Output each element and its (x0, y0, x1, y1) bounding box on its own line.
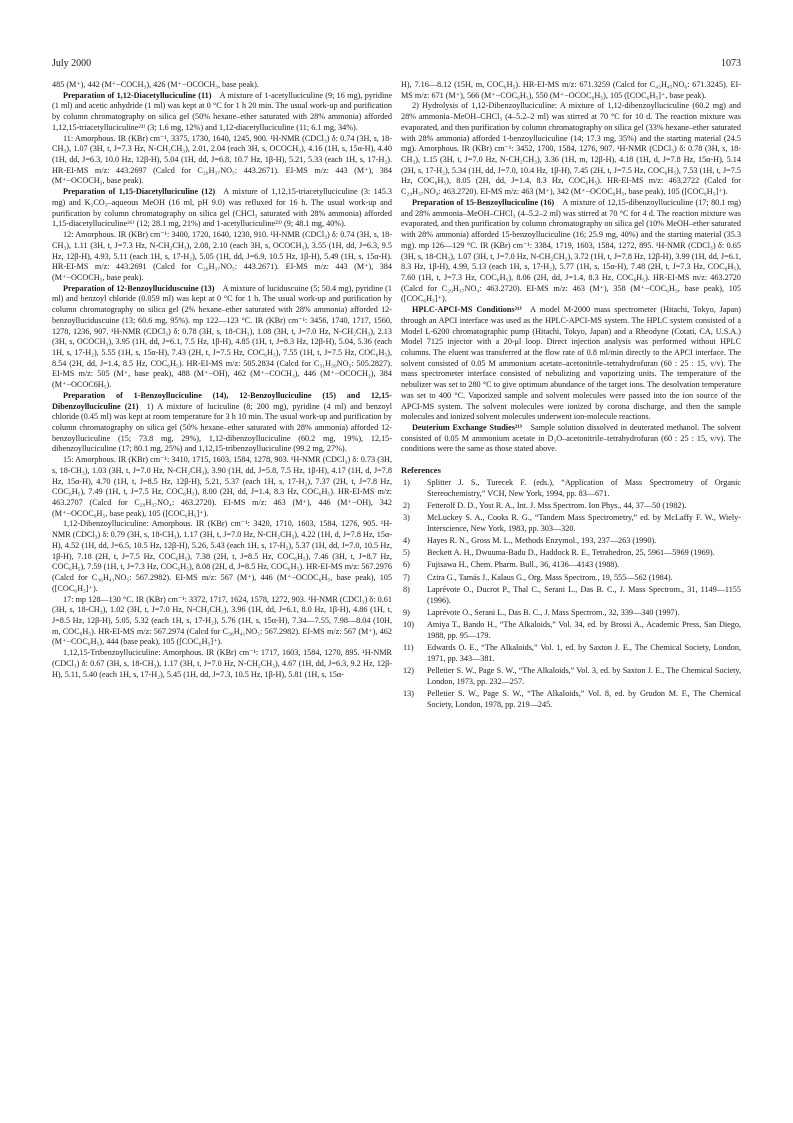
references-heading: References (401, 465, 441, 476)
reference-number: 13) (403, 688, 414, 698)
reference-number: 11) (403, 642, 414, 652)
paragraph (401, 198, 741, 305)
paragraph-text: 2) Hydrolysis of 1,12-Dibenzoylluciculine: A mixture of 1,12-dibenzoylluciculine (60.2 mg) and 28% ammonia–MeOH–CHCl₃ (4–5.2–2 ml) was stirred at 70 °C for 10 d. The reaction mixture was evaporated, and then purification by column chromatography on silica gel (33% hexane–ether saturated with 28% ammonia) afforded 1-benzoylluciculine (14; 17.3 mg, 35%) and the starting material (24.5 mg). Amorphous. IR (KBr) cm⁻¹: 3452, 1700, 1584, 1276, 907. ¹H-NMR (CDCl₃) δ: 0.78 (3H, s, 18-CH₃), 1.15 (3H, t, J=7.0 Hz, N-CH₂CH₃), 3.36 (1H, m, 12β-H), 4.18 (1H, d, J=7.8 Hz, 15α-H), 5.14 (2H, s, 17-H₂), 5.34 (1H, dd, J=7.0, 10.4 Hz, 1β-H), 7.45 (2H, t, J=7.5 Hz, COC₆H₅), 7.53 (1H, t, J=7.5 Hz, COC₆H₅), 8.05 (2H, dd, J=1.4, 8.3 Hz, COC₆H₅). HR-EI-MS m/z: 463.2722 (Calcd for C₂₉H₃₇NO₄: 463.2720). EI-MS m/z: 463 (M⁺), 342 (M⁺−OCOC₆H₅, base peak), 105 ([COC₆H₅]⁺). (401, 101, 741, 197)
paragraph (401, 423, 741, 455)
paragraph (401, 80, 741, 101)
section-heading: Preparation of 1,12-Diacetylluciculine (11) (63, 90, 212, 100)
paragraph-text: 1,12-Dibenzoylluciculine: Amorphous. IR (KBr) cm⁻¹: 3420, 1710, 1603, 1584, 1276, 905. ¹H-NMR (CDCl₃) δ: 0.79 (3H, s, 18-CH₃), 1.17 (3H, t, J=7.0 Hz, N-CH₂CH₃), 4.22 (1H, d, J=7.8 Hz, 15α-H), 4.52 (1H, dd, J=6.5, 10.5 Hz, 12β-H), 5.26, 5.43 (each 1H, s, 17-H₂), 5.37 (1H, dd, J=7.0, 10.5 Hz, 1β-H), 7.18 (2H, t, J=7.5 Hz, COC₆H₅), 7.38 (2H, t, J=8.5 Hz, COC₆H₅), 7.46 (3H, t, J=8.7 Hz, COC₆H₅), 7.59 (1H, t, J=7.3 Hz, COC₆H₅), 8.08 (2H, d, J=8.5 Hz, COC₆H₅). HR-EI-MS m/z: 567.2976 (Calcd for C₃₆H₄₁NO₅: 567.2982). EI-MS m/z: 567 (M⁺), 446 (M⁺−OCOC₆H₅, base peak), 105 ([COC₆H₅]⁺). (52, 519, 392, 593)
section-heading: Preparation of 12-Benzoylluciduscuine (13) (63, 283, 215, 293)
reference-item (401, 560, 741, 571)
reference-number: 1) (403, 477, 410, 487)
reference-number: 6) (403, 560, 410, 570)
reference-item (401, 478, 741, 499)
paragraph-text: A mixture of luciduscuine (5; 50.4 mg), pyridine (1 ml) and benzoyl chloride (0.059 ml) was kept at 0 °C for 1 h. The usual work-up and purification by column chromatography on silica gel (2% hexane–ether saturated with 28% ammonia) afforded 12-benzoylluciduscuine (13; 60.6 mg, 95%). mp 122—123 °C. IR (KBr) cm⁻¹: 3456, 1740, 1717, 1560, 1278, 1236, 907. ¹H-NMR (CDCl₃) δ: 0.78 (3H, s, 18-CH₃), 1.08 (3H, t, J=7.0 Hz, N-CH₂CH₃), 2.13 (3H, s, OCOCH₃), 3.95 (1H, dd, J=6.1, 7.5 Hz, 1β-H), 4.85 (1H, t, J=8.3 Hz, 12β-H), 5.04, 5.36 (each 1H, s, 17-H₂), 5.55 (1H, s, 15α-H), 7.43 (2H, t, J=7.5 Hz, COC₆H₅), 7.55 (1H, t, J=7.5 Hz, COC₆H₅), 8.54 (2H, dd, J=1.4, 8.5 Hz, COC₆H₅). HR-EI-MS m/z: 505.2834 (Calcd for C₃₁H₃₉NO₅: 505.2827). EI-MS m/z: 505 (M⁺, base peak), 488 (M⁺−OH), 462 (M⁺−COCH₃), 446 (M⁺−OCOCH₃), 384 (M⁺−OCOC6H₅). (52, 283, 392, 390)
reference-text: Pelletier S. W., Page S. W., “The Alkaloids,” Vol. 8, ed. by Grudon M. F., The Chemical Society, London, 1978, pp. 219—245. (427, 688, 741, 709)
reference-number: 5) (403, 548, 410, 558)
paragraph (52, 80, 392, 91)
section-heading: HPLC-APCI-MS Conditions²¹⁾ (412, 305, 522, 315)
reference-item (401, 608, 741, 619)
paragraph (52, 284, 392, 391)
reference-text: Laprévote O., Ducrot P., Thal C., Serani L., Das B. C., J. Mass Spectrom., 31, 1149—1155 (1996). (427, 584, 741, 605)
paragraph (52, 91, 392, 134)
paragraph (52, 455, 392, 519)
paragraph-text: 1) A mixture of luciculine (8; 200 mg), pyridine (4 ml) and benzoyl chloride (0.45 ml) was kept at room temperature for 3 h 10 min. The usual work-up and purification by column chromatography on silica gel (50% hexane–ether saturated with 28% ammonia) afforded 12-benzoylluciculine (15; 73.8 mg, 29%), 1,12-dibenzoylluciculine (60.2 mg, 19%), 12,15-dibenzoylluciculine (17; 80.1 mg, 25%) and 1,12,15-tribenzoylluciculine (99.2 mg, 27%). (52, 401, 393, 454)
reference-number: 7) (403, 572, 410, 582)
paragraph-text: A mixture of 1,12,15-triacetylluciculine (3: 145.3 mg) and K₂CO₃–aqueous MeOH (16 ml, pH 9.0) was refluxed for 16 h. The usual work-up and purification by column chromatography on silica gel (CHCl₃ saturated with 28% ammonia) afforded 1,15-diacetylluciculine²⁶⁾ (12; 28.1 mg, 21%) and 1-acetylluciculine²³⁾ (9; 48.1 mg, 40%). (52, 187, 393, 229)
paragraph (401, 101, 741, 197)
paragraph (52, 648, 392, 680)
reference-number: 10) (403, 620, 414, 629)
references-list (401, 478, 741, 710)
paragraph-text: A model M-2000 mass spectrometer (Hitachi, Tokyo, Japan) through an APCI interface was used as the HPLC-APCI-MS system. The HPLC system consisted of a Model L-6200 chromatographic pump (Hitachi, Tokyo, Japan) and a Rheodyne (Cotati, CA, U.S.A.) Model 7125 injector with a 20-μl loop. Direct injection analysis was performed without HPLC columns. The eluent was transferred at the flow rate of 0.8 ml/min directly to the APCI interface. The solvent consisted of 0.05 M ammonium acetate–acetonitrile–tetrahydrofuran (60 : 25 : 15, v/v). The mass spectrometer interface consisted of nebulizing and vaporizing units. The temperature of the nebulizer was set to 280 °C to give optimum abundance of the target ions. The desolvation temperature was set to 400 °C. Vaporized sample and solvent molecules were passed into the ion source of the APCI-MS system. The solvent molecules were ionized by corona discharge, and then the sample molecules and ionized solvent molecules underwent ion-molecule reactions. (401, 305, 742, 422)
reference-number: 12) (403, 665, 414, 675)
paragraph (52, 230, 392, 284)
paragraph-text: 15: Amorphous. IR (KBr) cm⁻¹: 3410, 1715, 1603, 1584, 1278, 903. ¹H-NMR (CDCl₃) δ: 0.73 (3H, s, 18-CH₃), 1.03 (3H, t, J=7.0 Hz, N-CH₂CH₃), 3.90 (1H, dd, J=5.8, 7.5 Hz, 1β-H), 4.17 (1H, d, J=7.8 Hz, 15α-H), 4.70 (1H, t, J=8.5 Hz, 12β-H), 5.21, 5.37 (each 1H, s, 17-H₂), 7.37 (2H, t, J=7.8 Hz, COC₆H₅), 7.49 (1H, t, J=7.5 Hz, COC₆H₅), 8.00 (2H, dd, J=1.4, 8.3 Hz, COC₆H₅). HR-EI-MS m/z: 463.2707 (Calcd for C₂₉H₃₇NO₄: 463.2720). EI-MS m/z: 463 (M⁺), 446 (M⁺−OH), 342 (M⁺−OCOC₆H₅, base peak), 105 ([COC₆H₅]⁺). (52, 455, 392, 518)
section-heading: Deuterium Exchange Studies²¹⁾ (412, 423, 523, 432)
reference-number: 9) (403, 607, 410, 617)
reference-text: Fujisawa H., Chem. Pharm. Bull., 36, 4136—4143 (1988). (427, 560, 620, 570)
paragraph (52, 519, 392, 594)
reference-text: Beckett A. H., Dwuuma-Badu D., Haddock R. E., Tetrahedron, 25, 5961—5969 (1969). (427, 548, 715, 558)
reference-item (401, 501, 741, 512)
reference-number: 8) (403, 584, 410, 594)
reference-item (401, 585, 741, 606)
section-heading: Preparation of 15-Benzoylluciculine (16) (412, 197, 555, 207)
paragraph-text: 11: Amorphous. IR (KBr) cm⁻¹, 3375, 1730, 1640, 1245, 900. ¹H-NMR (CDCl₃) δ: 0.74 (3H, s, 18-CH₃), 1.07 (3H, t, J=7.3 Hz, N-CH₂CH₃), 2.01, 2.04 (each 3H, s, OCOCH₃), 4.16 (1H, s, 15α-H), 4.40 (1H, dd, J=6.3, 10.0 Hz, 12β-H), 5.04 (1H, dd, J=6.8, 10.7 Hz, 1β-H), 5.21, 5.33 (each 1H, s, 17-H₂). HR-EI-MS m/z: 443.2697 (Calcd for C₂₆H₃₇NO₅: 443.2671). EI-MS m/z: 443 (M⁺), 384 (M⁺−OCOCH₃, base peak). (52, 133, 392, 186)
reference-text: Amiya T., Bando H., “The Alkaloids,” Vol. 34, ed. by Brossi A., Academic Press, San Diego, 1988, pp. 95—179. (427, 620, 741, 640)
reference-number: 2) (403, 500, 410, 510)
reference-text: Pelletier S. W., Page S. W., “The Alkaloids,” Vol. 3, ed. by Saxton J. E., The Chemical Society, London, 1973, pp. 232—257. (427, 665, 741, 686)
reference-item (401, 643, 741, 664)
paragraph-text: 1,12,15-Tribenzoylluciculine: Amorphous. IR (KBr) cm⁻¹: 1717, 1603, 1584, 1270, 895. ¹H-NMR (CDCl₃) δ: 0.67 (3H, s, 18-CH₃), 1.17 (3H, t, J=7.0 Hz, N-CH₂CH₃), 4.67 (1H, dd, J=6.3, 9.2 Hz, 12β-H), 5.11, 5.40 (each 1H, s, 17-H₂), 5.45 (1H, dd, J=7.3, 10.5 Hz, 1β-H), 5.81 (1H, s, 15α- (52, 648, 392, 679)
reference-item (401, 573, 741, 584)
reference-item (401, 513, 741, 534)
paragraph-text: Sample solution dissolved in deuterated methanol. The solvent consisted of 0.05 M ammonium acetate in D₂O–acetonitrile–tetrahydrofuran (60 : 25 : 15, v/v). The conditions were the same as those stated above. (401, 423, 741, 454)
section-heading: Preparation of 1-Benzoylluciculine (14), 12-Benzoylluciculine (15) and 12,15-Dibenzoylluciculine (21) (52, 390, 392, 411)
paragraph-text: 17: mp 128—130 °C. IR (KBr) cm⁻¹: 3372, 1717, 1624, 1578, 1272, 903. ¹H-NMR (CDCl₃) δ: 0.61 (3H, s, 18-CH₃), 1.02 (3H, t, J=7.0 Hz, N-CH₂CH₃), 3.96 (1H, dd, J=6.1, 8.0 Hz, 1β-H), 4.86 (1H, t, J=8.5 Hz, 12β-H), 5.05, 5.32 (each 1H, s, 17-H₂), 5.76 (1H, s, 15α-H), 7.34—7.55, 7.98—8.04 (10H, m, COC₆H₅). HR-EI-MS m/z: 567.2974 (Calcd for C₃₆H₄₁NO₅: 567.2982). EI-MS m/z: 567 (M⁺), 462 (M⁺−COC₆H₅), 444 (base peak), 105 ([COC₆H₅]⁺). (52, 594, 392, 647)
paragraph-text: A mixture of 12,15-dibenzoylluciculine (17; 80.1 mg) and 28% ammonia–MeOH–CHCl₃ (4–5.2–2 ml) was stirred at 70 °C for 4 d. The reaction mixture was evaporated, and then purification by column chromatography on silica gel (10% MeOH–ether saturated with 28% ammonia) afforded 15-benzoylluciculine (16; 25.9 mg, 40%) and the starting material (35.3 mg). mp 126—129 °C. IR (KBr) cm⁻¹: 3384, 1719, 1603, 1584, 1272, 895. ¹H-NMR (CDCl₃) δ: 0.65 (3H, s, 18-CH₃), 1.07 (3H, t, J=7.0 Hz, N-CH₂CH₃), 3.72 (1H, t, J=7.8 Hz, 12β-H), 3.99 (1H, dd, J=6.1, 8.3 Hz, 1β-H), 4.99, 5.13 (each 1H, s, 17-H₂), 5.77 (1H, s, 15α-H), 7.48 (2H, t, J=7.3 Hz, COC₆H₅), 7.60 (1H, t, J=7.3 Hz, COC₆H₅), 8.06 (2H, dd, J=1.4, 8.3 Hz, COC₆H₅). HR-EI-MS m/z: 463.2720 (Calcd for C₂₉H₃₇NO₄: 463.2720). EI-MS m/z: 463 (M⁺), 358 (M⁺−COC₆H₅, base peak), 105 ([COC₆H₅]⁺). (401, 197, 741, 304)
reference-number: 4) (403, 535, 410, 545)
reference-text: McLuckey S. A., Cooks R. G., “Tandem Mass Spectrometry,” ed. by McLaffy F. W., Wiely-Interscience, New York, 1983, pp. 303—320. (427, 513, 741, 533)
reference-item (401, 548, 741, 559)
reference-item (401, 620, 741, 641)
paragraph (52, 595, 392, 649)
left-column (52, 80, 392, 680)
reference-text: Edwards O. E., “The Alkaloids,” Vol. 1, ed. by Saxton J. E., The Chemical Society, London, 1971, pp. 343—381. (427, 642, 741, 663)
paragraph (401, 305, 741, 423)
right-column-paragraphs (401, 80, 741, 455)
reference-text: Hayes R. N., Gross M. L., Methods Enzymol., 193, 237—263 (1990). (427, 535, 657, 545)
paragraph-text: H), 7.16—8.12 (15H, m, COC₆H₅). HR-EI-MS m/z: 671.3259 (Calcd for C₄₃H₄₅NO₆: 671.3245). EI-MS m/z: 671 (M⁺), 566 (M⁺−COC₆H₅), 550 (M⁺−OCOC₆H₅), 105 ([COC₆H₅]⁺, base peak). (401, 80, 741, 100)
paragraph-text: 485 (M⁺), 442 (M⁺−COCH₃), 426 (M⁺−OCOCH₃, base peak). (52, 80, 259, 89)
paragraph (52, 187, 392, 230)
reference-item (401, 666, 741, 687)
reference-text: Laprévote O., Serani L., Das B. C., J. Mass Spectrom., 32, 339—340 (1997). (427, 607, 680, 617)
reference-text: Fetterolf D. D., Yost R. A., Int. J. Mss Spectrom. Ion Phys., 44, 37—50 (1982). (427, 500, 687, 510)
section-heading: Preparation of 1,15-Diacetylluciculine (12) (63, 187, 216, 197)
reference-item (401, 536, 741, 547)
paragraph-text: A mixture of 1-acetylluciculine (9; 16 mg), pyridine (1 ml) and acetic anhydride (1 ml) was kept at 0 °C for 1 h 20 min. The usual work-up and purification by column chromatography on silica gel (50% hexane–ether saturated with 28% ammonia) afforded 1,12,15-triacetylluciculine²³⁾ (3; 1.6 mg, 12%) and 1,12-diacetylluciculine (11; 6.1 mg, 34%). (52, 90, 393, 132)
reference-text: Czira G., Tamás J., Kalaus G., Org. Mass Spectrom., 19, 555—562 (1984). (427, 572, 673, 582)
page-number: 1073 (721, 58, 741, 69)
paragraph-text: 12: Amorphous. IR (KBr) cm⁻¹: 3400, 1720, 1640, 1230, 910. ¹H-NMR (CDCl₃) δ: 0.74 (3H, s, 18-CH₃), 1.11 (3H, t, J=7.3 Hz, N-CH₂CH₃), 2.08, 2.10 (each 3H, s, OCOCH₃), 3.55 (1H, dd, J=6.3, 9.5 Hz, 12β-H), 4.93, 5.11 (each 1H, s, 17-H₂), 5.05 (1H, dd, J=6.9, 10.5 Hz, 1β-H), 5.49 (1H, s, 15α-H). HR-EI-MS m/z: 443.2691 (Calcd for C₂₆H₃₇NO₅: 443.2671). EI-MS m/z: 443 (M⁺), 384 (M⁺−OCOCH₃, base peak). (52, 230, 392, 282)
reference-number: 3) (403, 513, 410, 523)
right-column (401, 80, 741, 712)
reference-item (401, 689, 741, 710)
running-header-date: July 2000 (52, 58, 92, 69)
paragraph (52, 391, 392, 455)
paragraph (52, 134, 392, 188)
reference-text: Splitter J. S., Turecek F. (eds.), “Application of Mass Spectrometry of Organic Stereochemistry,” VCH, New York, 1994, pp. 83—671. (427, 477, 741, 498)
